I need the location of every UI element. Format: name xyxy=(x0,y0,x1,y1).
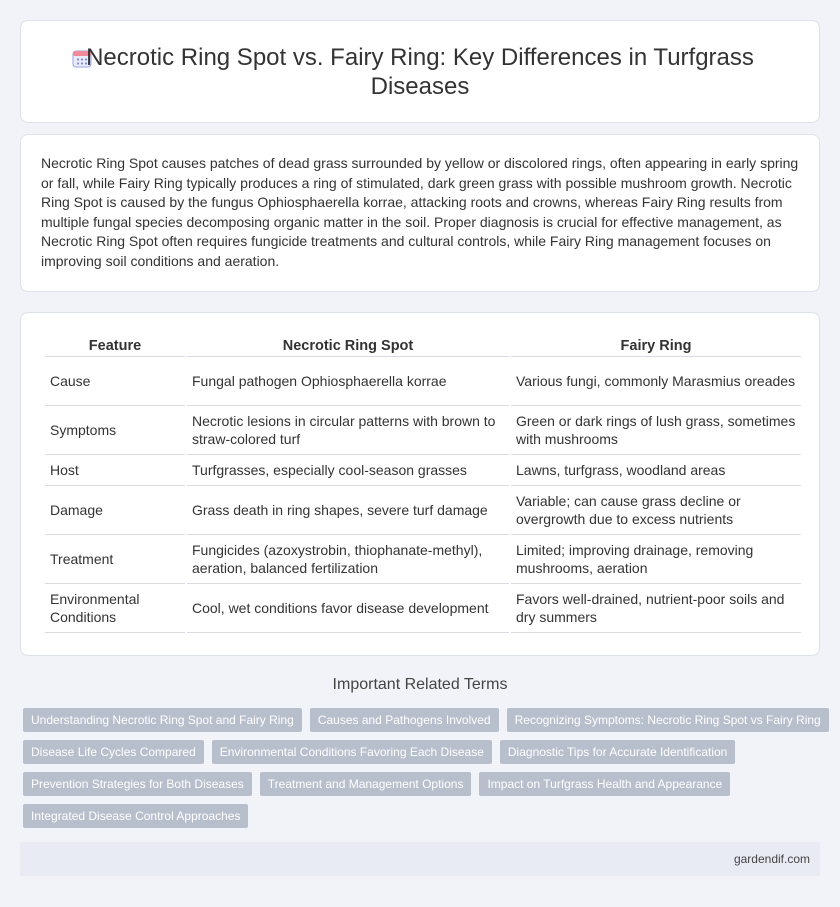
row-necrotic: Necrotic lesions in circular patterns with brown to straw-colored turf xyxy=(187,406,509,455)
related-tag[interactable]: Disease Life Cycles Compared xyxy=(23,740,204,764)
row-necrotic: Fungicides (azoxystrobin, thiophanate-methyl), aeration, balanced fertilization xyxy=(187,535,509,584)
header-card xyxy=(20,20,820,123)
related-tag[interactable]: Recognizing Symptoms: Necrotic Ring Spot vs Fairy Ring xyxy=(507,708,829,732)
table-row xyxy=(45,535,801,584)
row-feature: Treatment xyxy=(45,535,185,584)
footer-site[interactable]: gardendif.com xyxy=(733,852,810,866)
row-necrotic: Turfgrasses, especially cool-season grasses xyxy=(187,455,509,486)
row-fairy: Various fungi, commonly Marasmius oreades xyxy=(511,357,801,406)
row-fairy: Favors well-drained, nutrient-poor soils and dry summers xyxy=(511,584,801,633)
related-tag[interactable]: Causes and Pathogens Involved xyxy=(310,708,499,732)
related-tag[interactable]: Integrated Disease Control Approaches xyxy=(23,804,248,828)
intro-text: Necrotic Ring Spot causes patches of dead grass surrounded by yellow or discolored rings, often appearing in early spring or fall, while Fairy Ring typically produces a ring of stimulated, dark green grass with possible mushroom growth. Necrotic Ring Spot is caused by the fungus Ophiosphaerella korrae, attacking roots and crowns, whereas Fairy Ring results from multiple fungal species decomposing organic matter in the soil. Proper diagnosis is crucial for effective management, as Necrotic Ring Spot often requires fungicide treatments and cultural controls, while Fairy Ring management focuses on improving soil conditions and aeration. xyxy=(41,155,799,269)
row-necrotic: Cool, wet conditions favor disease development xyxy=(187,584,509,633)
row-feature: Symptoms xyxy=(45,406,185,455)
row-fairy: Green or dark rings of lush grass, sometimes with mushrooms xyxy=(511,406,801,455)
related-tag[interactable]: Prevention Strategies for Both Diseases xyxy=(23,772,252,796)
table-row xyxy=(45,584,801,633)
table-row xyxy=(45,406,801,455)
row-fairy: Lawns, turfgrass, woodland areas xyxy=(511,455,801,486)
table-header-row xyxy=(45,335,801,357)
row-necrotic: Fungal pathogen Ophiosphaerella korrae xyxy=(187,357,509,406)
row-fairy: Limited; improving drainage, removing mushrooms, aeration xyxy=(511,535,801,584)
related-tag[interactable]: Diagnostic Tips for Accurate Identification xyxy=(500,740,735,764)
row-feature: Host xyxy=(45,455,185,486)
header-necrotic-ring-spot: Necrotic Ring Spot xyxy=(187,335,509,357)
table-row xyxy=(45,357,801,406)
related-tag[interactable]: Impact on Turfgrass Health and Appearance xyxy=(479,772,730,796)
footer xyxy=(20,842,820,876)
header-fairy-ring: Fairy Ring xyxy=(511,335,801,357)
page-title: Necrotic Ring Spot vs. Fairy Ring: Key Differences in Turfgrass Diseases xyxy=(86,44,754,100)
intro-card xyxy=(20,134,820,292)
table-row xyxy=(45,486,801,535)
comparison-table xyxy=(43,335,803,633)
row-feature: Environmental Conditions xyxy=(45,584,185,633)
related-terms-tags xyxy=(23,708,823,836)
header-feature: Feature xyxy=(45,335,185,357)
table-row xyxy=(45,455,801,486)
comparison-table-card xyxy=(20,312,820,656)
row-necrotic: Grass death in ring shapes, severe turf damage xyxy=(187,486,509,535)
related-tag[interactable]: Treatment and Management Options xyxy=(260,772,472,796)
related-tag[interactable]: Environmental Conditions Favoring Each Disease xyxy=(212,740,492,764)
row-fairy: Variable; can cause grass decline or overgrowth due to excess nutrients xyxy=(511,486,801,535)
row-feature: Cause xyxy=(45,357,185,406)
row-feature: Damage xyxy=(45,486,185,535)
related-terms-title: Important Related Terms xyxy=(332,676,508,693)
related-tag[interactable]: Understanding Necrotic Ring Spot and Fairy Ring xyxy=(23,708,302,732)
